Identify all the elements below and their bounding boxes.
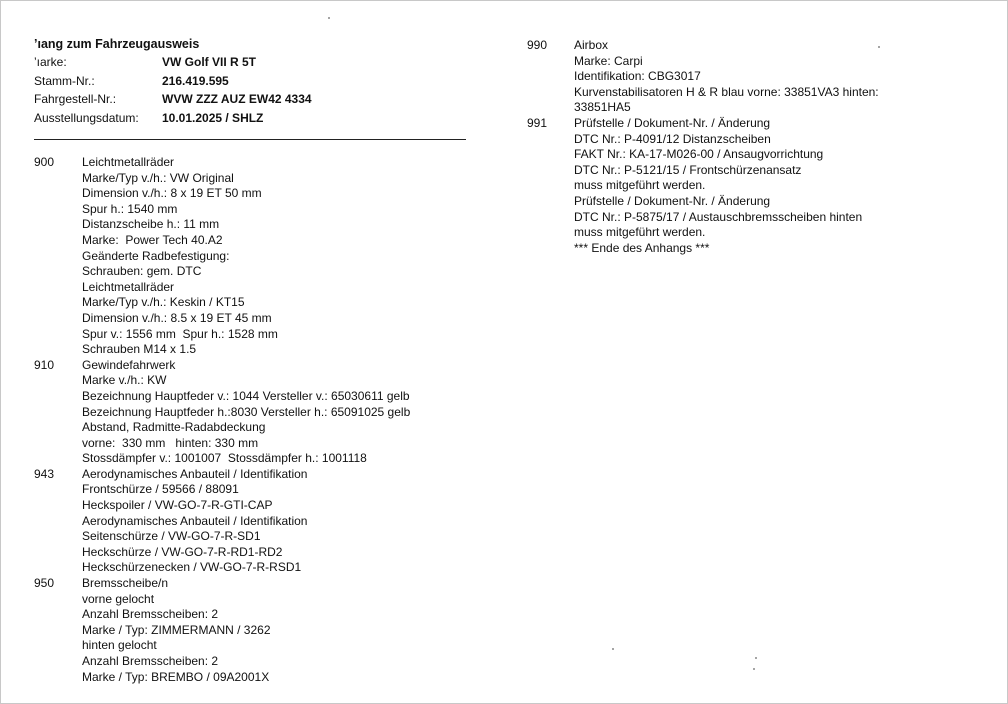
entry-lines bbox=[82, 358, 474, 467]
entry-line: Leichtmetallräder bbox=[82, 155, 175, 169]
entry-code: 990 bbox=[527, 38, 548, 52]
entry-line: Heckspoiler / VW-GO-7-R-GTI-CAP bbox=[82, 498, 273, 513]
entry-line: DTC Nr.: P-5875/17 / Austauschbremsscheiben hinten bbox=[574, 209, 863, 224]
scan-speck bbox=[612, 648, 614, 650]
entry-line: Bezeichnung Hauptfeder h.:8030 Versteller h.: 65091025 gelb bbox=[82, 404, 411, 419]
header-value: 216.419.595 bbox=[162, 73, 229, 88]
header-value: WVW ZZZ AUZ EW42 4334 bbox=[162, 92, 312, 107]
entry-line: Spur h.: 1540 mm bbox=[82, 201, 178, 216]
entry-line: Geänderte Radbefestigung: bbox=[82, 248, 230, 263]
header-label: Fahrgestell-Nr.: bbox=[34, 92, 117, 107]
entry-line: Marke v./h.: KW bbox=[82, 373, 167, 388]
annex-entry-900 bbox=[34, 155, 474, 358]
annex-entry-991 bbox=[527, 116, 927, 256]
document-header bbox=[34, 37, 466, 127]
left-column bbox=[34, 155, 474, 685]
scan-speck bbox=[753, 668, 755, 670]
entry-line: Marke/Typ v./h.: Keskin / KT15 bbox=[82, 295, 245, 310]
entry-line: 33851HA5 bbox=[574, 100, 631, 115]
entry-line: Leichtmetallräder bbox=[82, 279, 175, 294]
entry-line: Kurvenstabilisatoren H & R blau vorne: 33851VA3 hinten: bbox=[574, 84, 879, 99]
entry-line: FAKT Nr.: KA-17-M026-00 / Ansaugvorrichtung bbox=[574, 147, 824, 162]
entry-line: Prüfstelle / Dokument-Nr. / Änderung bbox=[574, 193, 771, 208]
entry-line: Dimension v./h.: 8 x 19 ET 50 mm bbox=[82, 186, 262, 201]
entry-line: Stossdämpfer v.: 1001007 Stossdämpfer h.: 1001118 bbox=[82, 451, 367, 466]
scan-speck bbox=[755, 657, 757, 659]
entry-line: Seitenschürze / VW-GO-7-R-SD1 bbox=[82, 529, 261, 544]
annex-entry-943 bbox=[34, 467, 474, 576]
entry-code: 991 bbox=[527, 115, 548, 130]
entry-line: Schrauben M14 x 1.5 bbox=[82, 342, 197, 357]
header-row-stamm-nr bbox=[34, 72, 466, 91]
scan-speck bbox=[328, 17, 330, 19]
entry-line: muss mitgeführt werden. bbox=[574, 178, 706, 193]
entry-line: Identifikation: CBG3017 bbox=[574, 69, 701, 84]
header-value: VW Golf VII R 5T bbox=[162, 55, 257, 70]
entry-code: 950 bbox=[34, 576, 55, 591]
entry-line: Marke: Power Tech 40.A2 bbox=[82, 232, 223, 247]
entry-line: Dimension v./h.: 8.5 x 19 ET 45 mm bbox=[82, 310, 272, 325]
entry-line: Marke / Typ: BREMBO / 09A2001X bbox=[82, 669, 270, 684]
header-label: Ausstellungsdatum: bbox=[34, 110, 139, 125]
header-row-marke bbox=[34, 53, 466, 72]
entry-line: Anzahl Bremsscheiben: 2 bbox=[82, 654, 219, 668]
entry-line: Marke/Typ v./h.: VW Original bbox=[82, 170, 234, 185]
entry-line: Schrauben: gem. DTC bbox=[82, 264, 202, 279]
entry-line: vorne gelocht bbox=[82, 591, 155, 606]
header-divider bbox=[34, 139, 466, 140]
entry-line: Bezeichnung Hauptfeder v.: 1044 Versteller v.: 65030611 gelb bbox=[82, 388, 410, 403]
entry-lines bbox=[82, 576, 474, 685]
entry-line: Bremsscheibe/n bbox=[82, 576, 169, 591]
entry-line: Frontschürze / 59566 / 88091 bbox=[82, 482, 239, 497]
entry-line: Abstand, Radmitte-Radabdeckung bbox=[82, 420, 266, 435]
right-column bbox=[527, 38, 927, 256]
entry-code: 943 bbox=[34, 466, 55, 481]
entry-line: Distanzscheibe h.: 11 mm bbox=[82, 217, 220, 232]
header-row-ausstellungsdatum bbox=[34, 109, 466, 128]
entry-line: Spur v.: 1556 mm Spur h.: 1528 mm bbox=[82, 326, 278, 341]
entry-code: 900 bbox=[34, 155, 55, 169]
scan-speck bbox=[878, 46, 880, 48]
entry-line: Marke: Carpi bbox=[574, 53, 643, 68]
annex-entry-910 bbox=[34, 358, 474, 467]
entry-line: Prüfstelle / Dokument-Nr. / Änderung bbox=[574, 115, 771, 130]
entry-line: hinten gelocht bbox=[82, 638, 157, 653]
entry-lines bbox=[574, 38, 927, 116]
header-row-fahrgestell-nr bbox=[34, 90, 466, 109]
entry-line: *** Ende des Anhangs *** bbox=[574, 240, 710, 255]
entry-line: Airbox bbox=[574, 38, 609, 52]
header-value: 10.01.2025 / SHLZ bbox=[162, 110, 264, 125]
header-label: ’ıarke: bbox=[34, 55, 67, 70]
entry-code: 910 bbox=[34, 357, 55, 372]
annex-entry-990 bbox=[527, 38, 927, 116]
annex-entry-950 bbox=[34, 576, 474, 685]
entry-lines bbox=[82, 155, 474, 358]
document-title: ’ıang zum Fahrzeugausweis bbox=[34, 37, 200, 51]
entry-line: Heckschürze / VW-GO-7-R-RD1-RD2 bbox=[82, 544, 283, 559]
entry-lines bbox=[574, 116, 927, 256]
entry-line: Aerodynamisches Anbauteil / Identifikation bbox=[82, 513, 308, 528]
entry-lines bbox=[82, 467, 474, 576]
entry-line: DTC Nr.: P-5121/15 / Frontschürzenansatz bbox=[574, 162, 802, 177]
entry-line: Marke / Typ: ZIMMERMANN / 3262 bbox=[82, 622, 271, 637]
entry-line: Aerodynamisches Anbauteil / Identifikation bbox=[82, 466, 308, 481]
entry-line: vorne: 330 mm hinten: 330 mm bbox=[82, 435, 259, 450]
entry-line: Heckschürzenecken / VW-GO-7-R-RSD1 bbox=[82, 560, 302, 575]
entry-line: Gewindefahrwerk bbox=[82, 357, 176, 372]
entry-line: muss mitgeführt werden. bbox=[574, 225, 706, 240]
entry-line: Anzahl Bremsscheiben: 2 bbox=[82, 607, 219, 622]
header-label: Stamm-Nr.: bbox=[34, 73, 95, 88]
entry-line: DTC Nr.: P-4091/12 Distanzscheiben bbox=[574, 131, 771, 146]
